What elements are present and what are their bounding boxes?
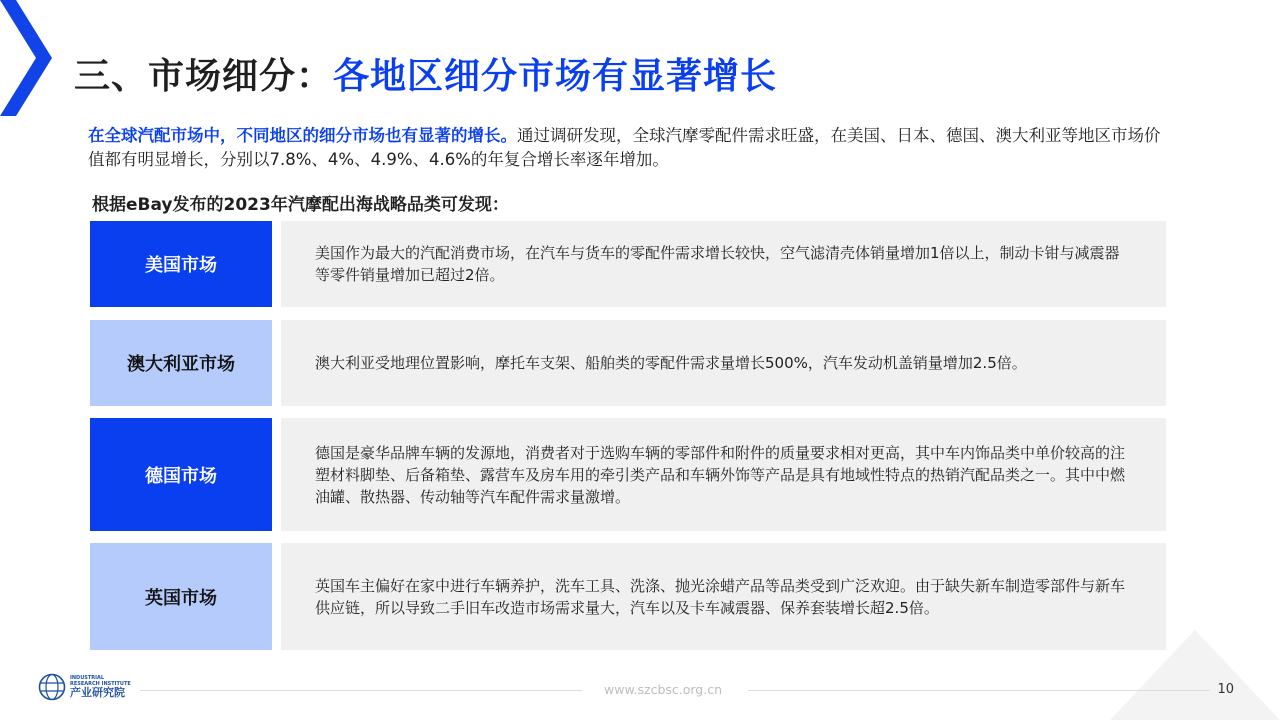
market-row-uk	[90, 543, 1166, 650]
page-number: 10	[1217, 682, 1234, 697]
intro-text: 通过调研发现，全球汽摩零配件需求旺盛，在美国、日本、德国、澳大利亚等地区市场价值都有明显增长，分别以7.8%、4%、4.9%、4.6%的年复合增长率逐年增加。	[88, 126, 1161, 169]
market-description-text: 英国车主偏好在家中进行车辆养护，洗车工具、洗涤、抛光涂蜡产品等品类受到广泛欢迎。由于缺失新车制造零部件与新车供应链，所以导致二手旧车改造市场需求量大，汽车以及卡车减震器、保养套装增长超2.5倍。	[315, 576, 1126, 617]
market-description	[281, 543, 1166, 650]
logo-chinese-text: 产业研究院	[70, 686, 125, 699]
market-row-australia	[90, 320, 1166, 406]
market-tag: 英国市场	[90, 543, 272, 650]
footer-divider-right	[748, 690, 1210, 691]
market-row-germany	[90, 418, 1166, 531]
title-prefix: 三、市场细分：	[74, 56, 334, 97]
market-row-us	[90, 221, 1166, 307]
market-description	[281, 320, 1166, 406]
globe-logo-icon	[38, 673, 66, 701]
market-description-text: 澳大利亚受地理位置影响，摩托车支架、船舶类的零配件需求量增长500%，汽车发动机盖销量增加2.5倍。	[315, 354, 1027, 372]
footer-divider-left	[140, 690, 582, 691]
market-tag: 澳大利亚市场	[90, 320, 272, 406]
market-description-text: 德国是豪华品牌车辆的发源地，消费者对于选购车辆的零部件和附件的质量要求相对更高，其中车内饰品类中单价较高的注塑材料脚垫、后备箱垫、露营车及房车用的牵引类产品和车辆外饰等产品是具有地域性特点的热销汽配品类之一。其中中燃油罐、散热器、传动轴等汽车配件需求量激增。	[315, 443, 1126, 506]
section-label: 根据eBay发布的2023年汽摩配出海战略品类可发现：	[92, 195, 509, 215]
footer-url: www.szcbsc.org.cn	[604, 682, 723, 697]
page-title	[74, 48, 777, 99]
market-description-text: 美国作为最大的汽配消费市场，在汽车与货车的零配件需求增长较快，空气滤清壳体销量增加1倍以上，制动卡钳与减震器等零件销量增加已超过2倍。	[315, 244, 1120, 284]
market-description	[281, 418, 1166, 531]
market-tag: 德国市场	[90, 418, 272, 531]
title-highlight: 各地区细分市场有显著增长	[333, 56, 778, 97]
corner-chevron-decoration	[0, 0, 60, 140]
intro-highlight: 在全球汽配市场中，不同地区的细分市场也有显著的增长。	[88, 126, 517, 145]
institute-logo	[38, 673, 132, 701]
market-tag: 美国市场	[90, 221, 272, 307]
logo-english-text: INDUSTRIAL RESEARCH INSTITUTE	[70, 675, 131, 687]
market-description	[281, 221, 1166, 307]
intro-paragraph	[88, 124, 1168, 172]
